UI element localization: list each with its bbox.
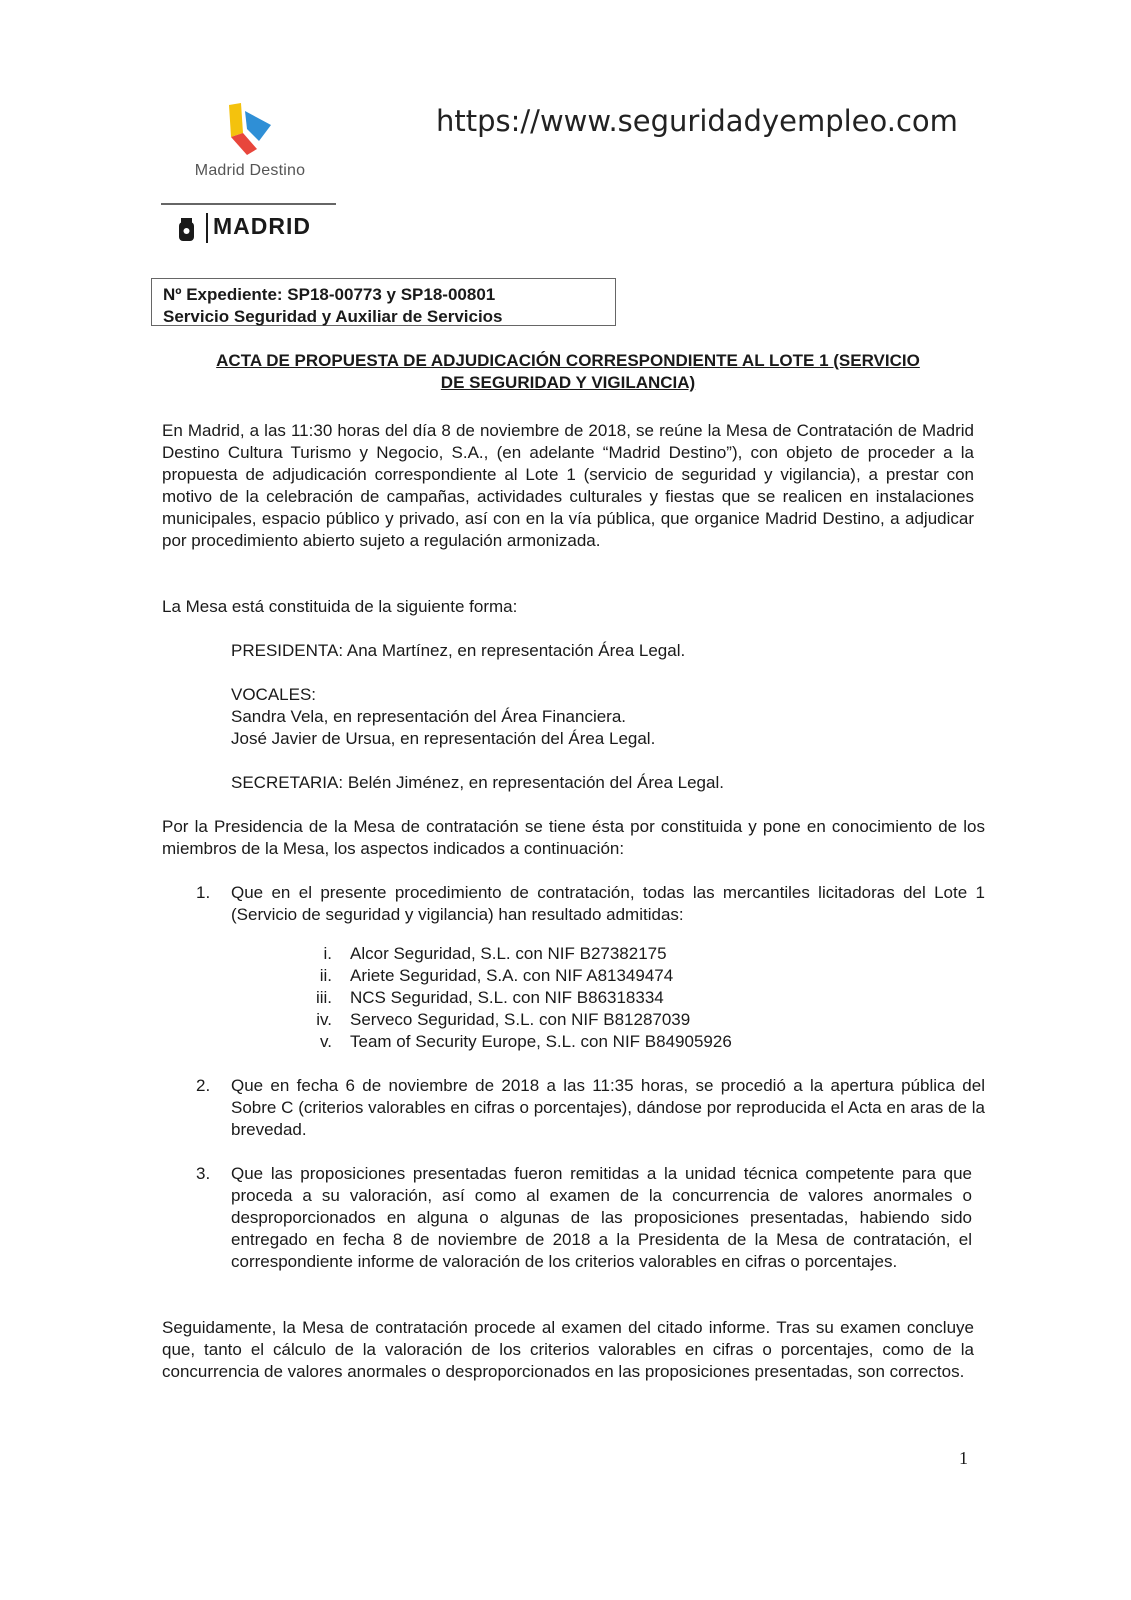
conclusion-paragraph: Seguidamente, la Mesa de contratación procede al examen del citado informe. Tras su examen concluye que, tanto el cálculo de la valoración de los criterios valorables en cifras o porcentajes, como de la concurrencia de valores anormales o desproporcionados en las proposiciones presentadas, son correctos. — [162, 1318, 974, 1381]
madrid-destino-logo-icon — [223, 103, 273, 155]
list-item-text: NCS Seguridad, S.L. con NIF B86318334 — [350, 988, 664, 1007]
point-text: Que las proposiciones presentadas fueron remitidas a la unidad técnica competente para que proceda a su valoración, así como al examen de la concurrencia de valores anormales o desproporcionados en alguna o algunas de las proposiciones presentadas, habiendo sido entregado en fecha 8 de noviembre de 2018 a la Presidenta de la Mesa de contratación, el correspondiente informe de valoración de los criterios valorables en cifras o porcentajes. — [231, 1164, 972, 1271]
list-item-text: Ariete Seguridad, S.A. con NIF A81349474 — [350, 966, 674, 985]
list-item-number: iv. — [316, 1010, 332, 1029]
list-item — [298, 1009, 732, 1031]
madrid-crest-icon — [178, 218, 195, 242]
member-presidenta: PRESIDENTA: Ana Martínez, en representación Área Legal. — [231, 641, 686, 660]
member-secretaria: SECRETARIA: Belén Jiménez, en representación del Área Legal. — [231, 773, 724, 792]
list-item — [298, 1031, 732, 1053]
list-item — [298, 965, 732, 987]
member-vocal-1: Sandra Vela, en representación del Área Financiera. — [231, 707, 627, 726]
point-text: Que en el presente procedimiento de contratación, todas las mercantiles licitadoras del Lote 1 (Servicio de seguridad y vigilancia) han resultado admitidas: — [231, 883, 985, 924]
list-item-text: Alcor Seguridad, S.L. con NIF B27382175 — [350, 944, 667, 963]
list-item-text: Serveco Seguridad, S.L. con NIF B81287039 — [350, 1010, 691, 1029]
document-title-line-2: DE SEGURIDAD Y VIGILANCIA) — [440, 373, 696, 392]
list-item-number: ii. — [319, 966, 332, 985]
expediente-number: Nº Expediente: SP18-00773 y SP18-00801 — [163, 285, 496, 304]
intro-paragraph: En Madrid, a las 11:30 horas del día 8 de noviembre de 2018, se reúne la Mesa de Contratación de Madrid Destino Cultura Turismo y Negocio, S.A., (en adelante “Madrid Destino”), con objeto de proceder a la propuesta de adjudicación correspondiente al Lote 1 (servicio de seguridad y vigilancia), a prestar con motivo de la celebración de campañas, actividades culturales y fiestas que se realicen en instalaciones municipales, espacio público y privado, así con en la vía pública, que organice Madrid Destino, a adjudicar por procedimiento abierto sujeto a regulación armonizada. — [162, 421, 974, 550]
site-url: https://www.seguridadyempleo.com — [436, 104, 958, 138]
point-number: 2. — [196, 1076, 211, 1095]
document-title — [162, 350, 974, 394]
list-item-number: iii. — [315, 988, 332, 1007]
expediente-box — [151, 278, 616, 326]
bidders-list — [298, 943, 732, 1053]
point-number: 1. — [196, 883, 211, 902]
list-item-number: v. — [320, 1032, 332, 1051]
list-item — [298, 943, 732, 965]
madrid-logo-text: MADRID — [213, 213, 311, 239]
madrid-destino-logo-text: Madrid Destino — [194, 162, 306, 179]
page-number: 1 — [959, 1448, 968, 1468]
madrid-logo-separator — [206, 213, 208, 243]
list-item — [298, 987, 732, 1009]
mesa-intro: La Mesa está constituida de la siguiente forma: — [162, 597, 518, 616]
vocales-label: VOCALES: — [231, 685, 317, 704]
document-title-line-1: ACTA DE PROPUESTA DE ADJUDICACIÓN CORRESPONDIENTE AL LOTE 1 (SERVICIO — [216, 351, 920, 370]
expediente-service: Servicio Seguridad y Auxiliar de Servicios — [163, 307, 503, 326]
list-item-number: i. — [323, 944, 332, 963]
list-item-text: Team of Security Europe, S.L. con NIF B84905926 — [350, 1032, 732, 1051]
point-text: Que en fecha 6 de noviembre de 2018 a las 11:35 horas, se procedió a la apertura pública del Sobre C (criterios valorables en cifras o porcentajes), dándose por reproducida el Acta en aras de la brevedad. — [231, 1076, 985, 1139]
point-number: 3. — [196, 1164, 211, 1183]
presidencia-paragraph: Por la Presidencia de la Mesa de contratación se tiene ésta por constituida y pone en conocimiento de los miembros de la Mesa, los aspectos indicados a continuación: — [162, 817, 985, 858]
member-vocal-2: José Javier de Ursua, en representación del Área Legal. — [231, 729, 656, 748]
logo-divider — [161, 203, 336, 205]
